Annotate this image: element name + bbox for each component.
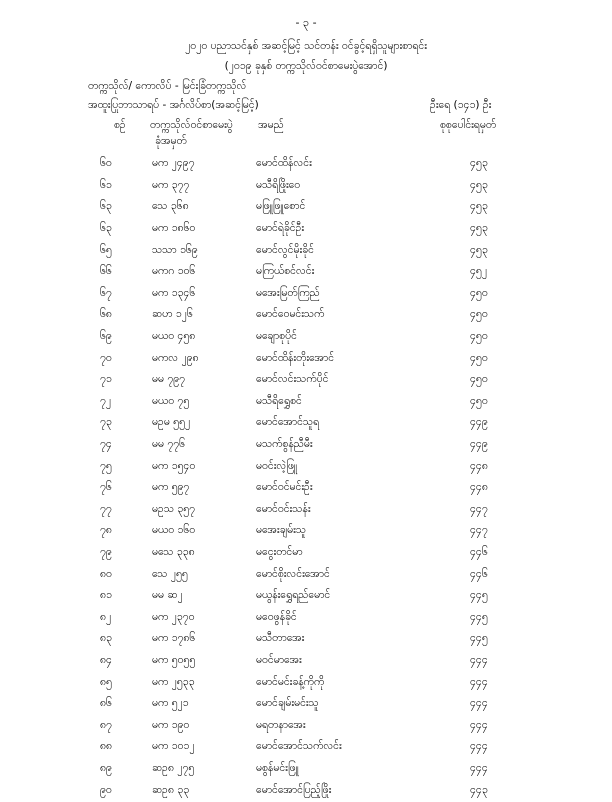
row-number: ၆၈	[100, 308, 112, 321]
total-score: ၄၄၆	[470, 545, 488, 558]
roll-number: မယဝ ၁၆၀	[152, 524, 196, 537]
table-row	[100, 672, 530, 694]
student-name: မအေးချမ်းသူ	[256, 524, 306, 537]
roll-number: မသေ ၃၃၈	[152, 545, 195, 558]
student-name: မကြယ်စင်လင်း	[256, 265, 315, 278]
header-total-score: စုစုပေါင်းရမှတ်	[440, 119, 497, 131]
table-row	[100, 392, 530, 414]
student-name: မောင်လင်းသက်ပိုင်	[256, 373, 329, 386]
student-name: မောင်အောင်ပြည့်ဖြိုး	[256, 783, 332, 796]
total-score: ၄၅၀	[470, 351, 488, 364]
results-table	[100, 154, 530, 802]
roll-number: မက ၁၅၄၀	[152, 459, 196, 472]
student-name: မချောစုပိုင်	[256, 330, 297, 343]
row-number: ၆၅	[100, 243, 112, 256]
student-name: မောင်ချမ်းမင်းသူ	[256, 697, 319, 710]
roll-number: မက ၃၇၇	[152, 178, 190, 191]
student-name: မောင်အောင်သူရ	[256, 416, 320, 429]
header-roll-number-line2: ခုံအမှတ်	[155, 135, 187, 147]
header-number: စဉ်	[114, 119, 126, 131]
total-score: ၄၅၀	[470, 308, 488, 321]
roll-number: မက ၁၀၁၂	[152, 740, 195, 753]
total-score: ၄၄၃	[470, 783, 488, 796]
roll-number: မဥမ ၅၅၂	[152, 416, 191, 429]
page-number: - ၃ -	[295, 16, 317, 29]
roll-number: မက ၂၅၃၃	[152, 675, 195, 688]
student-name: မသီတာအေး	[256, 632, 305, 645]
roll-number: သေ ၂၅၅	[152, 567, 188, 580]
table-row	[100, 564, 530, 586]
row-number: ၈၃	[100, 632, 112, 645]
student-name: မောင်ရဲခိုင်ဦး	[256, 222, 305, 235]
quota-count: ဦးရေ (၁၄၁) ဦး	[430, 99, 492, 111]
student-name: မောင်လွင်မိုးခိုင်	[256, 243, 314, 256]
table-row	[100, 327, 530, 349]
table-row	[100, 154, 530, 176]
student-name: မောင်စိုးလင်းအောင်	[256, 567, 330, 580]
table-row	[100, 240, 530, 262]
student-name: မစွန်မင်းဖြူ	[256, 761, 299, 774]
roll-number: မမ ဆ၂	[152, 589, 183, 602]
total-score: ၄၄၄	[470, 740, 488, 753]
total-score: ၄၅၃	[470, 178, 488, 191]
student-name: မသီရိဖြိုးဝေ	[256, 178, 301, 191]
roll-number: မက ၅၀၅၅	[152, 653, 196, 666]
table-row	[100, 586, 530, 608]
student-name: မဝင်းလဲ့ဖြူ	[256, 459, 298, 472]
total-score: ၄၄၅	[470, 632, 488, 645]
roll-number: ဆဟ ၁၂၆	[152, 308, 193, 321]
table-row	[100, 607, 530, 629]
roll-number: မက ၂၃၇၀	[152, 610, 195, 623]
table-row	[100, 413, 530, 435]
total-score: ၄၄၇	[470, 524, 488, 537]
total-score: ၄၄၄	[470, 653, 488, 666]
student-name: မောင်ဝင်းသန်း	[256, 502, 311, 515]
total-score: ၄၄၄	[470, 697, 488, 710]
student-name: မအေးမြတ်ကြည်	[256, 286, 320, 299]
roll-number: မမ ၇၉၇	[152, 373, 186, 386]
table-row	[100, 348, 530, 370]
table-row	[100, 262, 530, 284]
roll-number: မမ ၇၇၆	[152, 438, 186, 451]
table-row	[100, 435, 530, 457]
roll-number: မယဝ ၄၅၈	[152, 330, 196, 343]
table-row	[100, 478, 530, 500]
table-row	[100, 197, 530, 219]
row-number: ၇၇	[100, 502, 112, 515]
total-score: ၄၅၀	[470, 286, 488, 299]
total-score: ၄၄၅	[470, 610, 488, 623]
total-score: ၄၄၄	[470, 675, 488, 688]
table-row	[100, 305, 530, 327]
student-name: မောင်အောင်သက်လင်း	[256, 740, 342, 753]
document-subtitle: (၂၀၁၉ ခုနှစ် တက္ကသိုလ်ဝင်စာမေးပွဲအောင်)	[224, 60, 388, 72]
total-score: ၄၅၃	[470, 157, 488, 170]
student-name: မောင်ဝင်မင်းဦး	[256, 481, 313, 494]
roll-number: ဆဥ၈ ၃၃	[152, 783, 190, 796]
row-number: ၆၉	[100, 330, 112, 343]
total-score: ၄၅၀	[470, 373, 488, 386]
row-number: ၆၁	[100, 178, 112, 191]
table-row	[100, 651, 530, 673]
total-score: ၄၄၆	[470, 567, 488, 580]
student-name: မသက်စွန်ညီမီး	[256, 438, 313, 451]
row-number: ၇၄	[100, 438, 112, 451]
table-row	[100, 543, 530, 565]
row-number: ၈၅	[100, 675, 112, 688]
roll-number: မယဝ ၇၅	[152, 394, 190, 407]
header-roll-number: တက္ကသိုလ်ဝင်စာမေးပွဲ	[150, 119, 233, 131]
total-score: ၄၅၂	[470, 265, 487, 278]
row-number: ၇၅	[100, 459, 112, 472]
row-number: ၇၀	[100, 351, 112, 364]
row-number: ၉၀	[100, 783, 112, 796]
subject-line: အထူးပြုဘာသာရပ် - အင်္ဂလိပ်စာ(အဆင့်မြင့်)	[88, 99, 259, 111]
student-name: မယွန်းရွှေရည်မောင်	[256, 589, 331, 602]
row-number: ၇၁	[100, 373, 112, 386]
total-score: ၄၅၀	[470, 394, 488, 407]
roll-number: မက ၁၈၆၀	[152, 222, 196, 235]
total-score: ၄၅၃	[470, 200, 488, 213]
table-row	[100, 715, 530, 737]
roll-number: မဥသ ၃၅၇	[152, 502, 196, 515]
student-name: မရတနာအေး	[256, 718, 306, 731]
student-name: မဝင်မာအေး	[256, 653, 302, 666]
document-title: ၂၀၂၀ ပညာသင်နှစ် အဆင့်မြင့် သင်တန်း ဝင်ခွင့်ရရှိသူများစာရင်း	[185, 40, 427, 52]
student-name: မောင်ထိန်လင်း	[256, 157, 312, 170]
total-score: ၄၅၃	[470, 243, 488, 256]
table-row	[100, 176, 530, 198]
row-number: ၆၀	[100, 157, 112, 170]
table-row	[100, 500, 530, 522]
university-line: တက္ကသိုလ်/ ကောလိပ် - မြင်းခြံတက္ကသိုလ်	[88, 80, 247, 92]
table-row	[100, 694, 530, 716]
total-score: ၄၄၉	[470, 438, 488, 451]
roll-number: မကလ ၂၉၈	[152, 351, 199, 364]
roll-number: သေ ၃၆၈	[152, 200, 189, 213]
roll-number: သသာ ၁၆၉	[152, 243, 198, 256]
student-name: မငွေးတင်မာ	[256, 545, 303, 558]
total-score: ၄၄၉	[470, 416, 488, 429]
header-name: အမည်	[258, 119, 284, 131]
student-name: မသီရိရွှေစင်	[256, 394, 302, 407]
table-row	[100, 629, 530, 651]
table-row	[100, 780, 530, 802]
row-number: ၈၇	[100, 718, 112, 731]
student-name: မောင်မင်းခန့်ကိုကို	[256, 675, 325, 688]
row-number: ၈၆	[100, 697, 112, 710]
total-score: ၄၄၅	[470, 589, 488, 602]
row-number: ၇၃	[100, 416, 112, 429]
student-name: မဖြူဖြူစောင်	[256, 200, 306, 213]
student-name: မဝေဖွန်ခိုင်	[256, 610, 297, 623]
roll-number: မက ၂၄၉၇	[152, 157, 195, 170]
row-number: ၆၃	[100, 200, 112, 213]
table-row	[100, 521, 530, 543]
roll-number: မက ၁၃၄၆	[152, 286, 196, 299]
roll-number: မက ၁၇၈၆	[152, 632, 196, 645]
student-name: မောင်ထိန်းတိုးအောင်	[256, 351, 335, 364]
total-score: ၄၄၈	[470, 459, 488, 472]
row-number: ၈၂	[100, 610, 112, 623]
table-row	[100, 370, 530, 392]
row-number: ၈၉	[100, 761, 112, 774]
row-number: ၈၄	[100, 653, 112, 666]
table-row	[100, 456, 530, 478]
row-number: ၇၂	[100, 394, 112, 407]
row-number: ၇၉	[100, 545, 112, 558]
roll-number: မက ၅၂၁	[152, 697, 189, 710]
roll-number: မက ၅၉၇	[152, 481, 190, 494]
roll-number: မက ၁၉၀	[152, 718, 190, 731]
row-number: ၆၃	[100, 222, 112, 235]
roll-number: ဆဥ၈ ၂၇၅	[152, 761, 195, 774]
total-score: ၄၄၄	[470, 718, 488, 731]
total-score: ၄၄၈	[470, 481, 488, 494]
total-score: ၄၄၇	[470, 502, 488, 515]
row-number: ၈၀	[100, 567, 112, 580]
total-score: ၄၄၄	[470, 761, 488, 774]
row-number: ၇၈	[100, 524, 112, 537]
table-row	[100, 219, 530, 241]
row-number: ၇၆	[100, 481, 112, 494]
table-row	[100, 737, 530, 759]
roll-number: မကဂ ၁၀၆	[152, 265, 196, 278]
student-name: မောင်ဝေမင်းသက်	[256, 308, 325, 321]
table-row	[100, 759, 530, 781]
row-number: ၈၈	[100, 740, 112, 753]
row-number: ၈၁	[100, 589, 112, 602]
row-number: ၆၆	[100, 265, 112, 278]
table-row	[100, 284, 530, 306]
total-score: ၄၅၃	[470, 222, 488, 235]
total-score: ၄၅၀	[470, 330, 488, 343]
row-number: ၆၇	[100, 286, 112, 299]
